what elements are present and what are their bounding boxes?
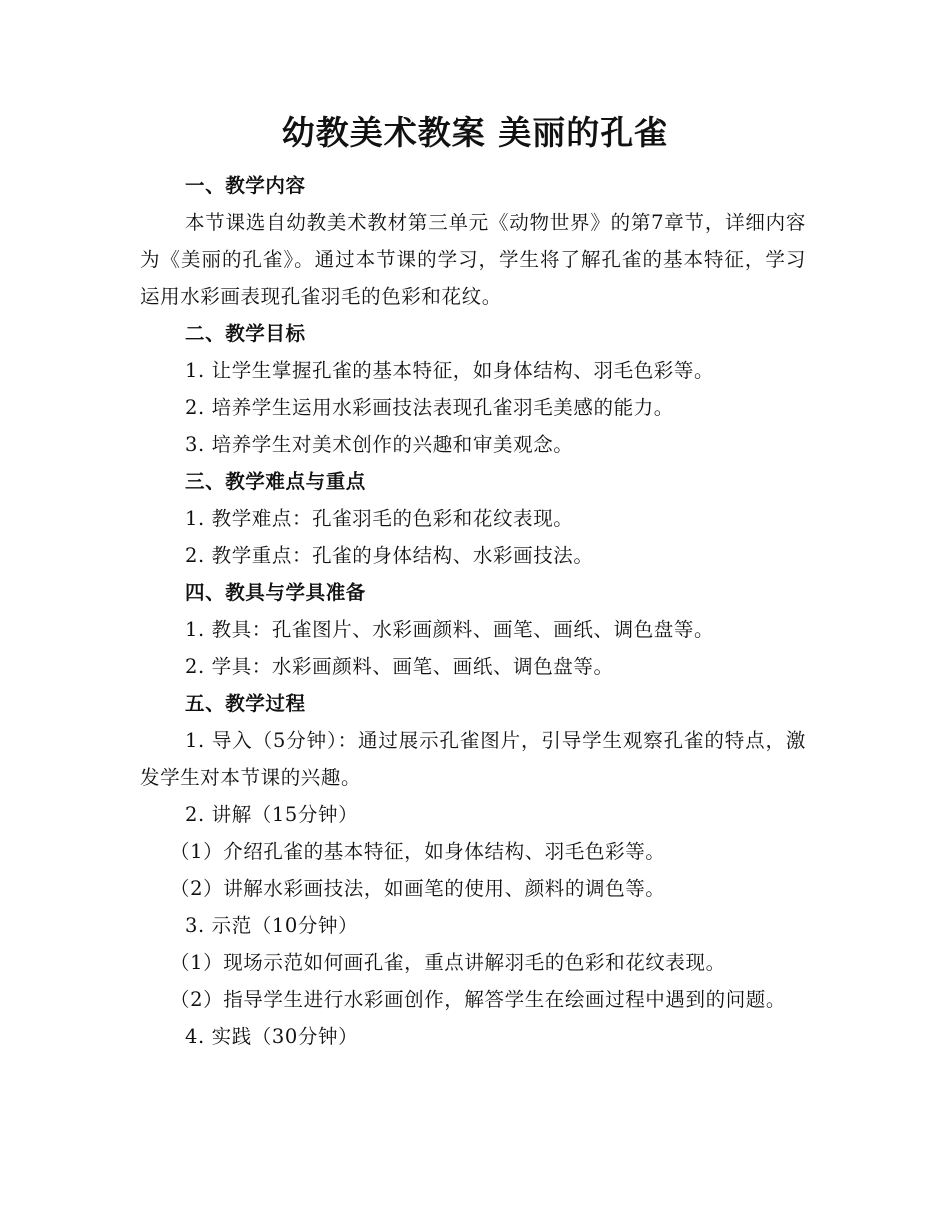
section-heading-materials: 四、教具与学具准备	[185, 581, 366, 604]
section-paragraph-content: 本节课选自幼教美术教材第三单元《动物世界》的第7章节，详细内容为《美丽的孔雀》。通过本节课的学习，学生将了解孔雀的基本特征，学习运用水彩画表现孔雀羽毛的色彩和花纹。	[140, 211, 806, 308]
key-point-item-2: 2. 教学重点：孔雀的身体结构、水彩画技法。	[185, 544, 594, 567]
section-heading-key-points: 三、教学难点与重点	[185, 470, 366, 493]
document-title: 幼教美术教案 美丽的孔雀	[281, 113, 669, 152]
process-step-2: 2. 讲解（15分钟）	[185, 803, 359, 826]
goal-item-3: 3. 培养学生对美术创作的兴趣和审美观念。	[185, 433, 574, 456]
section-heading-content: 一、教学内容	[185, 174, 306, 197]
process-step-3-sub-2: （2）指导学生进行水彩画创作，解答学生在绘画过程中遇到的问题。	[170, 988, 787, 1011]
process-step-2-sub-1: （1）介绍孔雀的基本特征，如身体结构、羽毛色彩等。	[170, 840, 666, 863]
process-step-3-sub-1: （1）现场示范如何画孔雀，重点讲解羽毛的色彩和花纹表现。	[170, 951, 726, 974]
process-step-4: 4. 实践（30分钟）	[185, 1025, 359, 1048]
section-heading-goals: 二、教学目标	[185, 322, 306, 345]
material-item-1: 1. 教具：孔雀图片、水彩画颜料、画笔、画纸、调色盘等。	[185, 618, 715, 641]
goal-item-1: 1. 让学生掌握孔雀的基本特征，如身体结构、羽毛色彩等。	[185, 359, 715, 382]
document-body	[140, 167, 806, 1055]
material-item-2: 2. 学具：水彩画颜料、画笔、画纸、调色盘等。	[185, 655, 614, 678]
key-point-item-1: 1. 教学难点：孔雀羽毛的色彩和花纹表现。	[185, 507, 574, 530]
process-step-2-sub-2: （2）讲解水彩画技法，如画笔的使用、颜料的调色等。	[170, 877, 666, 900]
process-step-1: 1. 导入（5分钟）：通过展示孔雀图片，引导学生观察孔雀的特点，激发学生对本节课的兴趣。	[140, 729, 806, 789]
section-heading-process: 五、教学过程	[185, 692, 306, 715]
goal-item-2: 2. 培养学生运用水彩画技法表现孔雀羽毛美感的能力。	[185, 396, 674, 419]
process-step-3: 3. 示范（10分钟）	[185, 914, 359, 937]
